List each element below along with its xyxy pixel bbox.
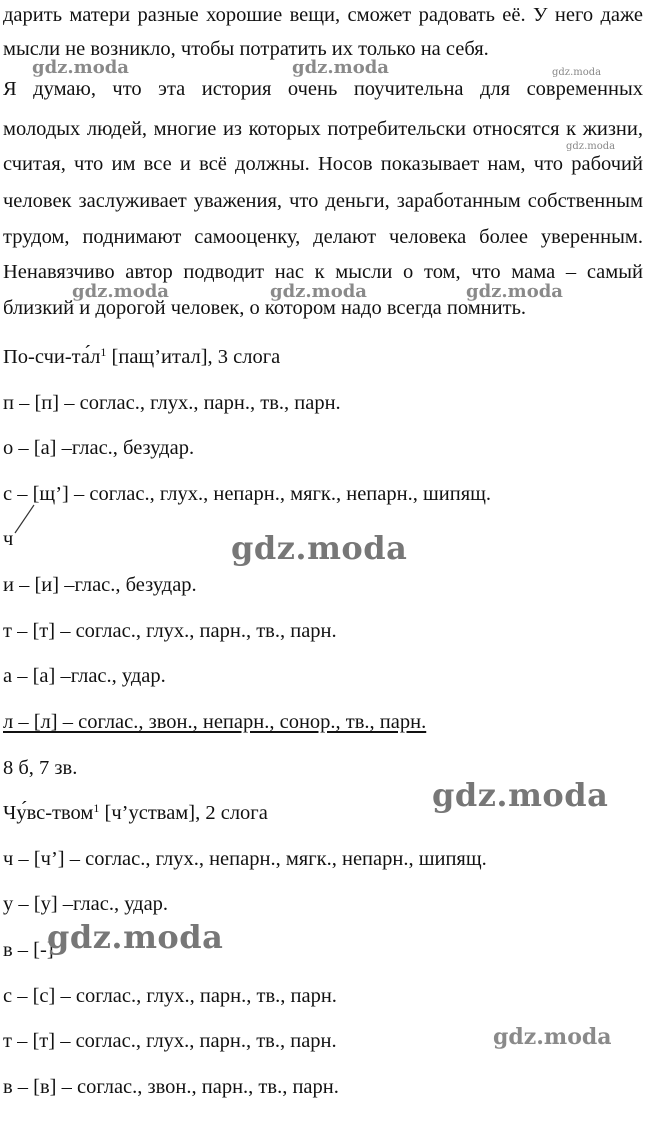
sound-line: т – [т] – соглас., глух., парн., тв., парн.	[3, 1030, 337, 1052]
word1-title: По-счи-та́л	[3, 346, 101, 368]
sound-line: ч – [ч’] – соглас., глух., непарн., мягк., непарн., шипящ.	[3, 848, 487, 870]
word2-transcription: [ч’уствам], 2 слога	[99, 802, 268, 824]
sound-line: и – [и] –глас., безудар.	[3, 574, 197, 596]
paragraph-line: близкий и дорогой человек, о котором надо всегда помнить.	[3, 297, 527, 319]
watermark: gdz.moda	[72, 281, 169, 302]
sound-line: л – [л] – соглас., звон., непарн., сонор., тв., парн.	[3, 711, 427, 733]
sound-line: п – [п] – соглас., глух., парн., тв., парн.	[3, 392, 341, 414]
sound-line: ч	[3, 528, 14, 550]
sound-line: а – [а] –глас., удар.	[3, 665, 166, 687]
word2-footnote-mark: 1	[93, 801, 100, 815]
word2-title: Чу́вс-твом	[3, 802, 94, 824]
sound-line: с – [с] – соглас., глух., парн., тв., парн.	[3, 985, 337, 1007]
watermark: gdz.moda	[270, 281, 367, 302]
letter-sound-count: 8 б, 7 зв.	[3, 757, 78, 779]
paragraph-line: человек заслуживает уважения, что деньги, заработанным собственным	[3, 190, 643, 212]
word1-transcription: [пащ’итал], 3 слога	[106, 346, 281, 368]
paragraph-line: считая, что им все и всё должны. Носов показывает нам, что рабочий	[3, 153, 643, 175]
paragraph-line: Я думаю, что эта история очень поучительна для современных	[3, 78, 643, 100]
watermark: gdz.moda	[32, 57, 129, 78]
paragraph-line: молодых людей, многие из которых потребительски относятся к жизни,	[3, 118, 643, 140]
sound-line: т – [т] – соглас., глух., парн., тв., парн.	[3, 620, 337, 642]
paragraph-line: трудом, поднимают самооценку, делают человека более уверенным.	[3, 226, 643, 248]
sound-line: о – [а] –глас., безудар.	[3, 437, 195, 459]
word1-footnote-mark: 1	[100, 345, 107, 359]
word2-heading	[3, 801, 268, 825]
paragraph-line: дарить матери разные хорошие вещи, сможет радовать её. У него даже	[3, 4, 643, 26]
watermark: gdz.moda	[552, 67, 602, 78]
paragraph-line: Ненавязчиво автор подводит нас к мысли о том, что мама – самый	[3, 261, 643, 283]
watermark: gdz.moda	[466, 281, 563, 302]
sound-line: в – [-]	[3, 939, 54, 961]
watermark: gdz.moda	[493, 1024, 612, 1050]
paragraph-line: мысли не возникло, чтобы потратить их только на себя.	[3, 38, 489, 60]
watermark: gdz.moda	[292, 57, 389, 78]
sound-line: у – [у] –глас., удар.	[3, 893, 169, 915]
watermark: gdz.moda	[47, 918, 224, 956]
watermark: gdz.moda	[566, 141, 616, 152]
sound-line: в – [в] – соглас., звон., парн., тв., парн.	[3, 1076, 339, 1098]
sound-line: с – [щ’] – соглас., глух., непарн., мягк., непарн., шипящ.	[3, 483, 492, 505]
watermark: gdz.moda	[231, 529, 408, 567]
watermark: gdz.moda	[432, 776, 609, 814]
